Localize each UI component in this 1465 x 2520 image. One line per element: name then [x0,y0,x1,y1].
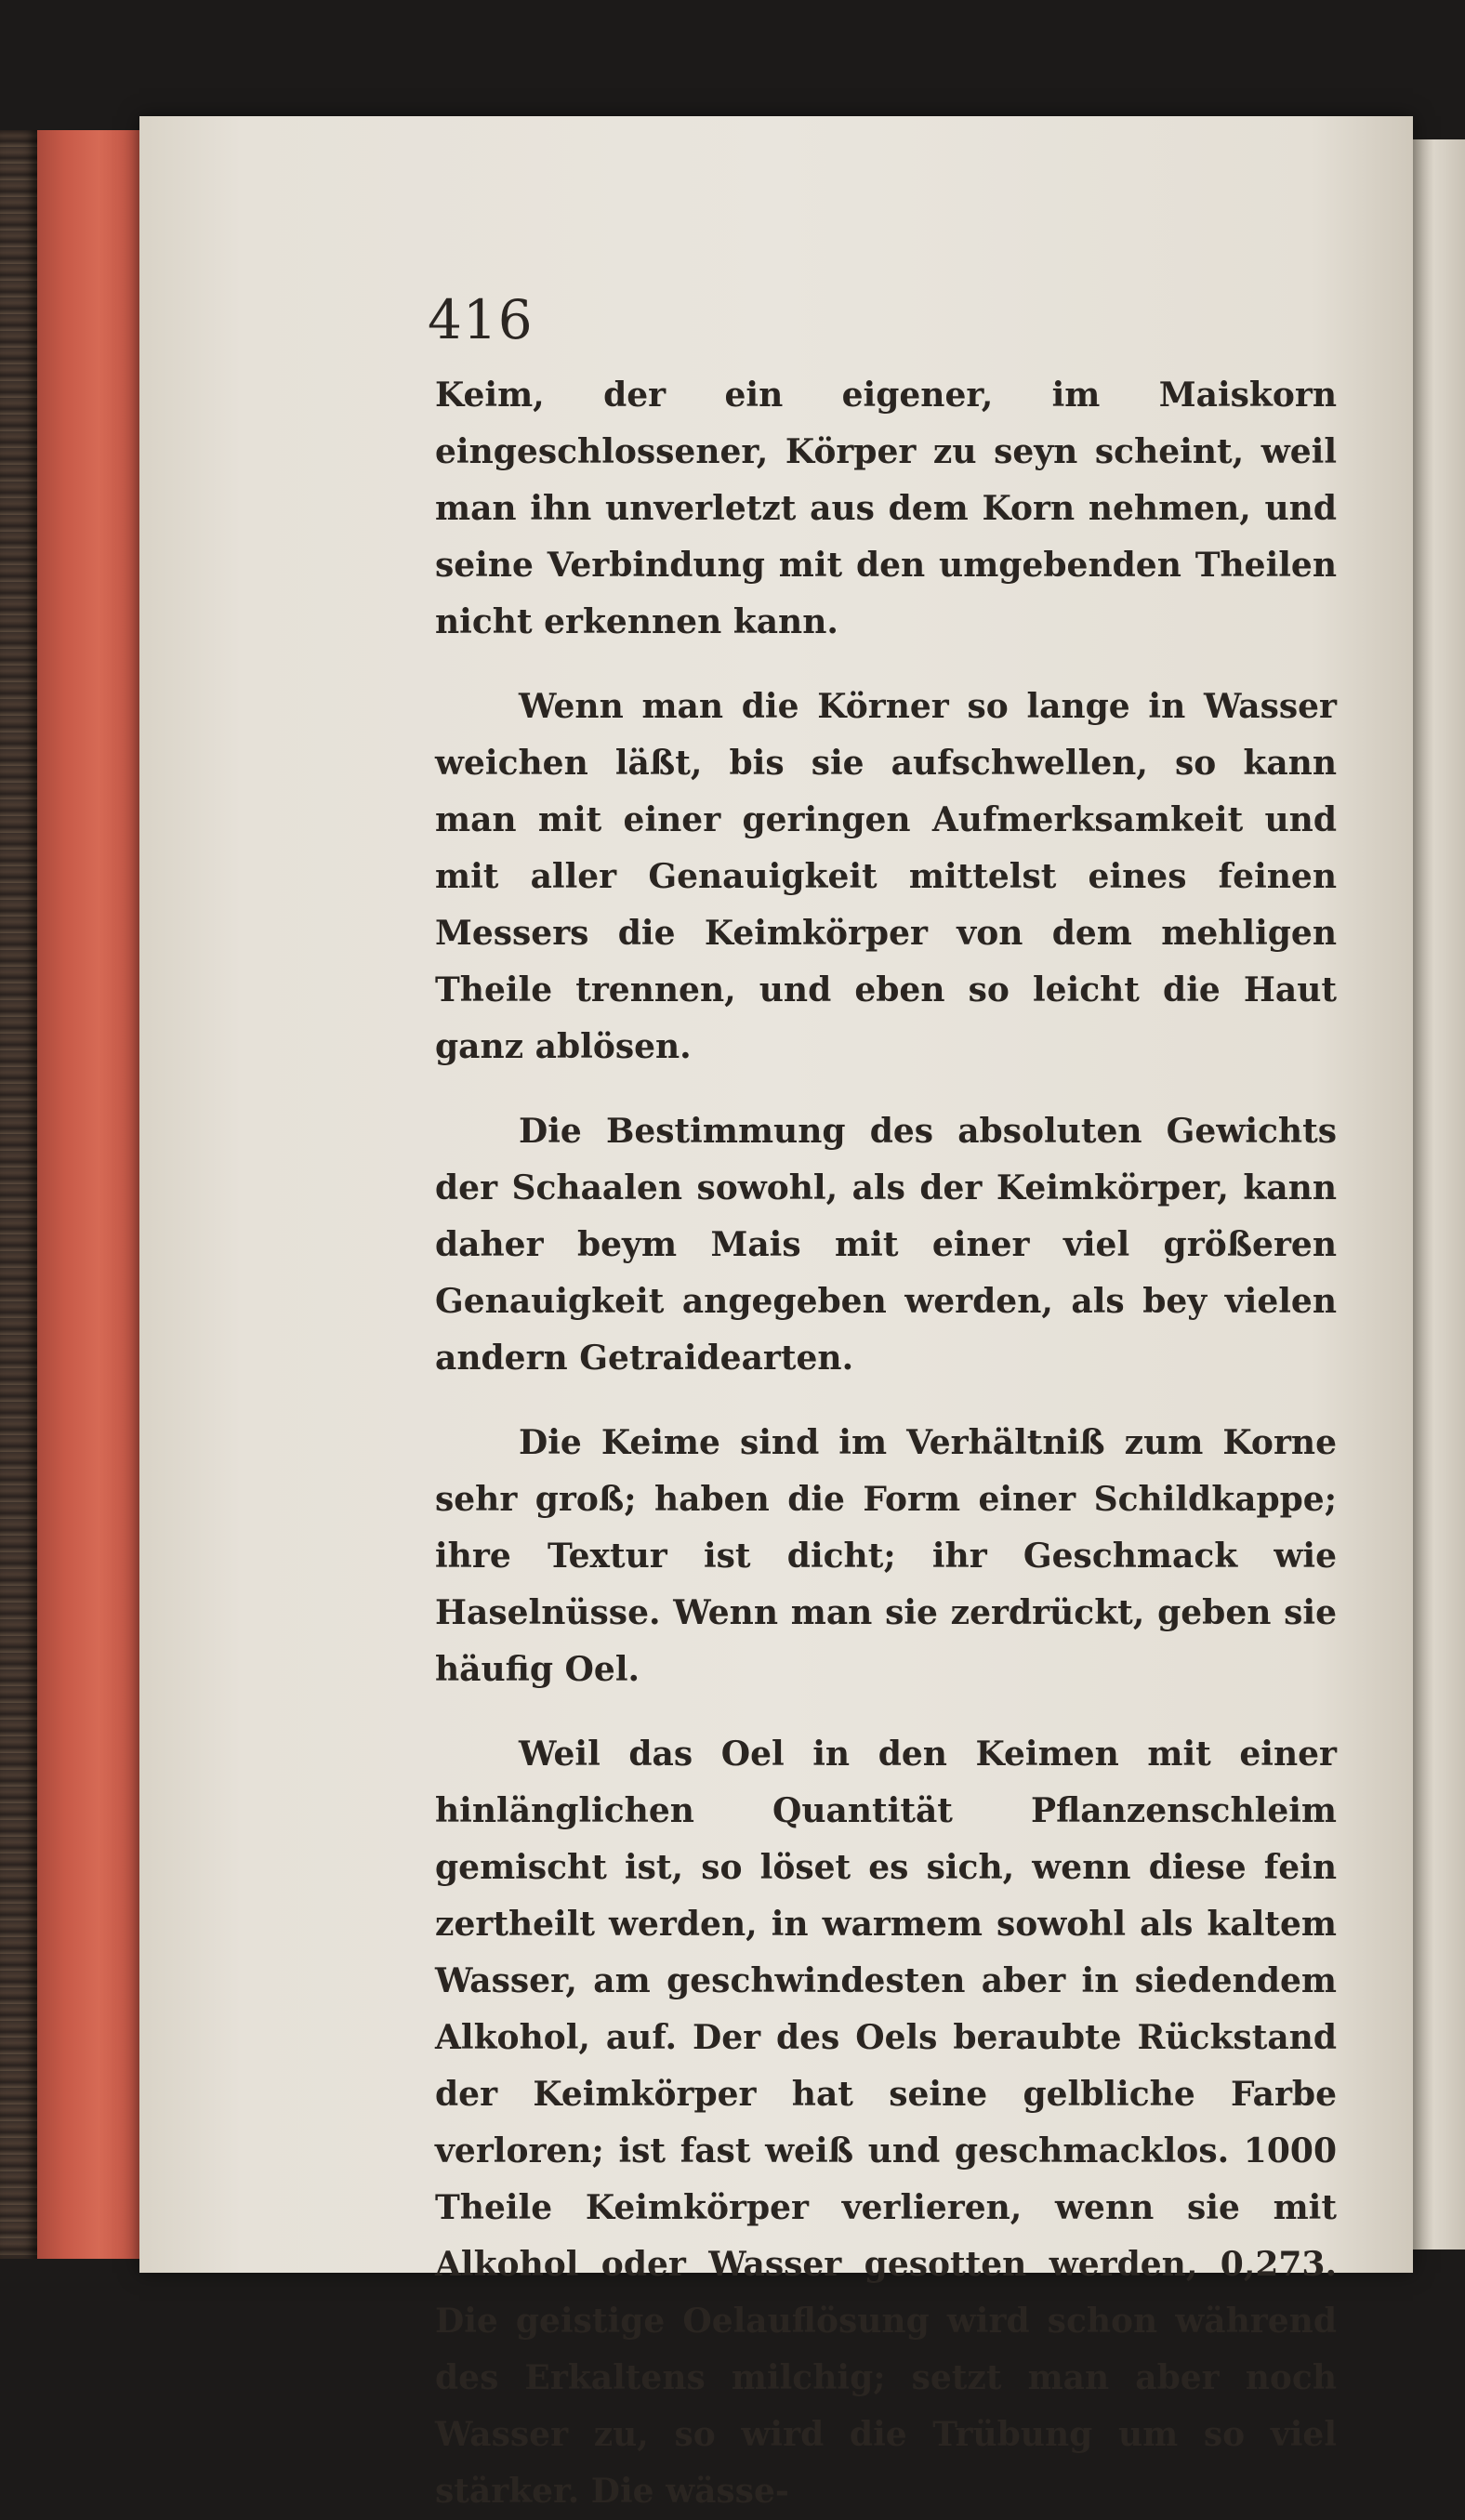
book-spine-edge [0,130,37,2259]
paragraph: Die Bestimmung des absoluten Gewichts der Schaalen sowohl, als der Keimkörper, kann daher beym Mais mit einer viel größeren Genauigkeit angegeben werden, als bey vielen andern Getraidearten. [435,1112,1337,1378]
paragraph: Keim, der ein eigener, im Maiskorn eingeschlossener, Körper zu seyn scheint, weil man ihn unverletzt aus dem Korn nehmen, und seine Verbindung mit den umgebenden Theilen nicht erkennen kann. [435,376,1337,641]
facing-page-edge [1413,139,1465,2250]
paragraph: Die Keime sind im Verhältniß zum Korne sehr groß; haben die Form einer Schildkappe; ihre Textur ist dicht; ihr Geschmack wie Haselnüsse. Wenn man sie zerdrückt, geben sie häufig Oel. [435,1423,1337,1689]
paragraph: Weil das Oel in den Keimen mit einer hinlänglichen Quantität Pflanzenschleim gemischt ist, so löset es sich, wenn diese fein zertheilt werden, in warmem sowohl als kaltem Wasser, am geschwindesten aber in siedendem Alkohol, auf. Der des Oels beraubte Rückstand der Keimkörper hat seine gelbliche Farbe verloren; ist fast weiß und geschmacklos. 1000 Theile Keimkörper verlieren, wenn sie mit Alkohol oder Wasser gesotten werden, 0,273. Die geistige Oelauflösung wird schon während des Erkaltens milchig; setzt man aber noch Wasser zu, so wird die Trübung um so viel stärker. Die wässe- [435,1735,1337,2511]
page-number: 416 [428,288,534,351]
red-page-edges [37,130,149,2259]
paragraph: Wenn man die Körner so lange in Wasser weichen läßt, bis sie aufschwellen, so kann man mit einer geringen Aufmerksamkeit und mit aller Genauigkeit mittelst eines feinen Messers die Keimkörper von dem mehligen Theile trennen, und eben so leicht die Haut ganz ablösen. [435,687,1337,1066]
page-text [435,367,1337,2520]
